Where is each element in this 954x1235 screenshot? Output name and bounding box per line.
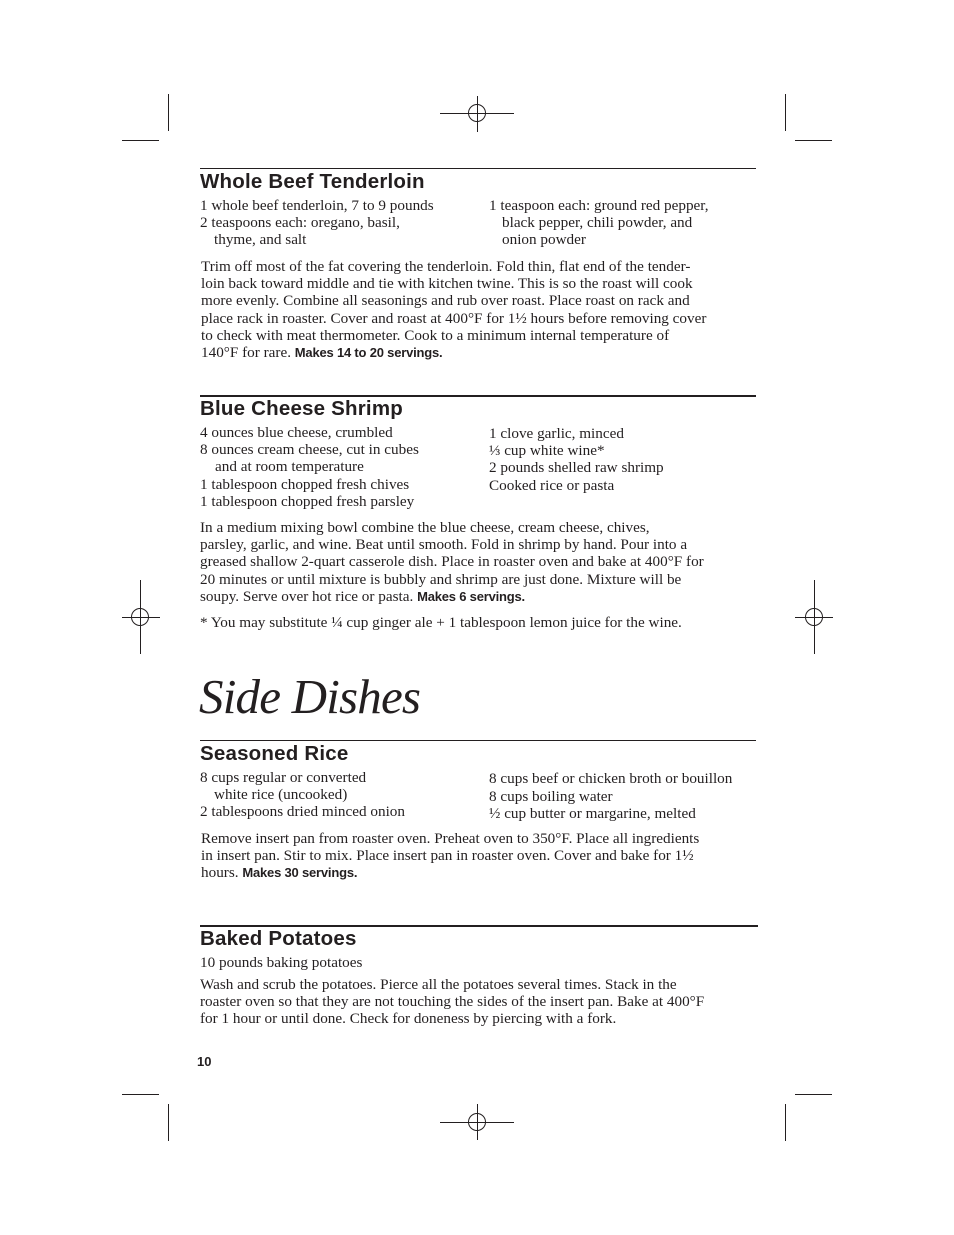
ingredient: 8 cups regular or converted xyxy=(200,769,367,786)
recipe-title-shrimp: Blue Cheese Shrimp xyxy=(200,397,403,420)
section-title: Side Dishes xyxy=(199,669,421,724)
instructions-beef: Trim off most of the fat covering the tenderloin. Fold thin, flat end of the tender- loin back toward middle and tie with kitchen twine. This is so the roast will cook more evenly. Combine all seasonings and rub over roast. Place roast on rack and place rack in roaster. Cover and roast at 400°F for 1½ hours before removing cover to check with meat thermometer. Cook to a minimum internal temperature of 140°F for rare. Makes 14 to 20 servings. xyxy=(201,258,707,362)
ingredient: 2 pounds shelled raw shrimp xyxy=(489,459,664,477)
crop-mark xyxy=(785,1104,786,1141)
ingredient: 4 ounces blue cheese, crumbled xyxy=(200,424,393,441)
ingredient: 8 cups boiling water xyxy=(489,787,613,805)
ingredients-left-shrimp xyxy=(200,424,419,510)
crop-mark xyxy=(122,140,159,141)
ingredient: white rice (uncooked) xyxy=(214,786,348,804)
yield: Makes 14 to 20 servings. xyxy=(294,345,443,361)
ingredient: 2 teaspoons each: oregano, basil, xyxy=(200,214,400,232)
instructions-rice: Remove insert pan from roaster oven. Preheat oven to 350°F. Place all ingredients in insert pan. Stir to mix. Place insert pan in roaster oven. Cover and bake for 1½ hours. Makes 30 servings. xyxy=(201,830,700,882)
ingredient: 2 tablespoons dried minced onion xyxy=(200,803,405,821)
ingredients-right-beef xyxy=(489,197,709,249)
ingredient: 8 cups beef or chicken broth or bouillon xyxy=(489,770,733,787)
ingredients-right-rice xyxy=(489,770,732,823)
ingredient: 8 ounces cream cheese, cut in cubes xyxy=(200,441,419,459)
crop-mark xyxy=(168,94,169,131)
ingredient: thyme, and salt xyxy=(214,231,307,249)
ingredients-left-beef xyxy=(200,197,434,249)
ingredient: black pepper, chili powder, and xyxy=(502,214,693,232)
ingredients-right-shrimp xyxy=(489,425,664,494)
crop-mark xyxy=(795,140,832,141)
ingredient: Cooked rice or pasta xyxy=(489,476,615,494)
crop-mark xyxy=(122,1094,159,1095)
instructions-shrimp: In a medium mixing bowl combine the blue cheese, cream cheese, chives, parsley, garlic, and wine. Beat until smooth. Fold in shrimp by hand. Pour into a greased shallow 2-quart casserole dish. Place in roaster oven and bake at 400°F for 20 minutes or until mixture is bubbly and shrimp are just done. Mixture will be soupy. Serve over hot rice or pasta. Makes 6 servings. xyxy=(200,519,704,605)
ingredients-left-rice xyxy=(200,769,405,821)
ingredient: 1 whole beef tenderloin, 7 to 9 pounds xyxy=(200,197,434,214)
crop-mark xyxy=(795,1094,832,1095)
ingredient: and at room temperature xyxy=(215,458,364,476)
crop-mark xyxy=(168,1104,169,1141)
ingredient: 10 pounds baking potatoes xyxy=(200,954,363,971)
page-number: 10 xyxy=(197,1054,212,1069)
ingredient: onion powder xyxy=(502,231,586,249)
ingredient: 1 tablespoon chopped fresh parsley xyxy=(200,492,415,510)
crop-mark xyxy=(785,94,786,131)
section-rule xyxy=(200,740,756,741)
ingredient: 1 clove garlic, minced xyxy=(489,425,624,442)
instructions-potatoes: Wash and scrub the potatoes. Pierce all the potatoes several times. Stack in the roaster oven so that they are not touching the sides of the insert pan. Bake at 400°F for 1 hour or until done. Check for doneness by piercing with a fork. xyxy=(200,976,705,1028)
recipe-title-rice: Seasoned Rice xyxy=(200,742,349,765)
yield: Makes 30 servings. xyxy=(242,865,358,881)
ingredient: 1 teaspoon each: ground red pepper, xyxy=(489,197,709,214)
ingredients-potatoes xyxy=(200,954,362,971)
ingredient: ½ cup butter or margarine, melted xyxy=(489,805,696,823)
recipe-title-beef: Whole Beef Tenderloin xyxy=(200,170,425,193)
ingredient: 1 tablespoon chopped fresh chives xyxy=(200,475,410,493)
recipe-title-potatoes: Baked Potatoes xyxy=(200,927,357,950)
yield: Makes 6 servings. xyxy=(417,588,525,604)
footnote-shrimp: * You may substitute ¼ cup ginger ale + 1 tablespoon lemon juice for the wine. xyxy=(200,614,682,631)
ingredient: ⅓ cup white wine* xyxy=(489,442,605,460)
section-rule xyxy=(200,168,756,169)
